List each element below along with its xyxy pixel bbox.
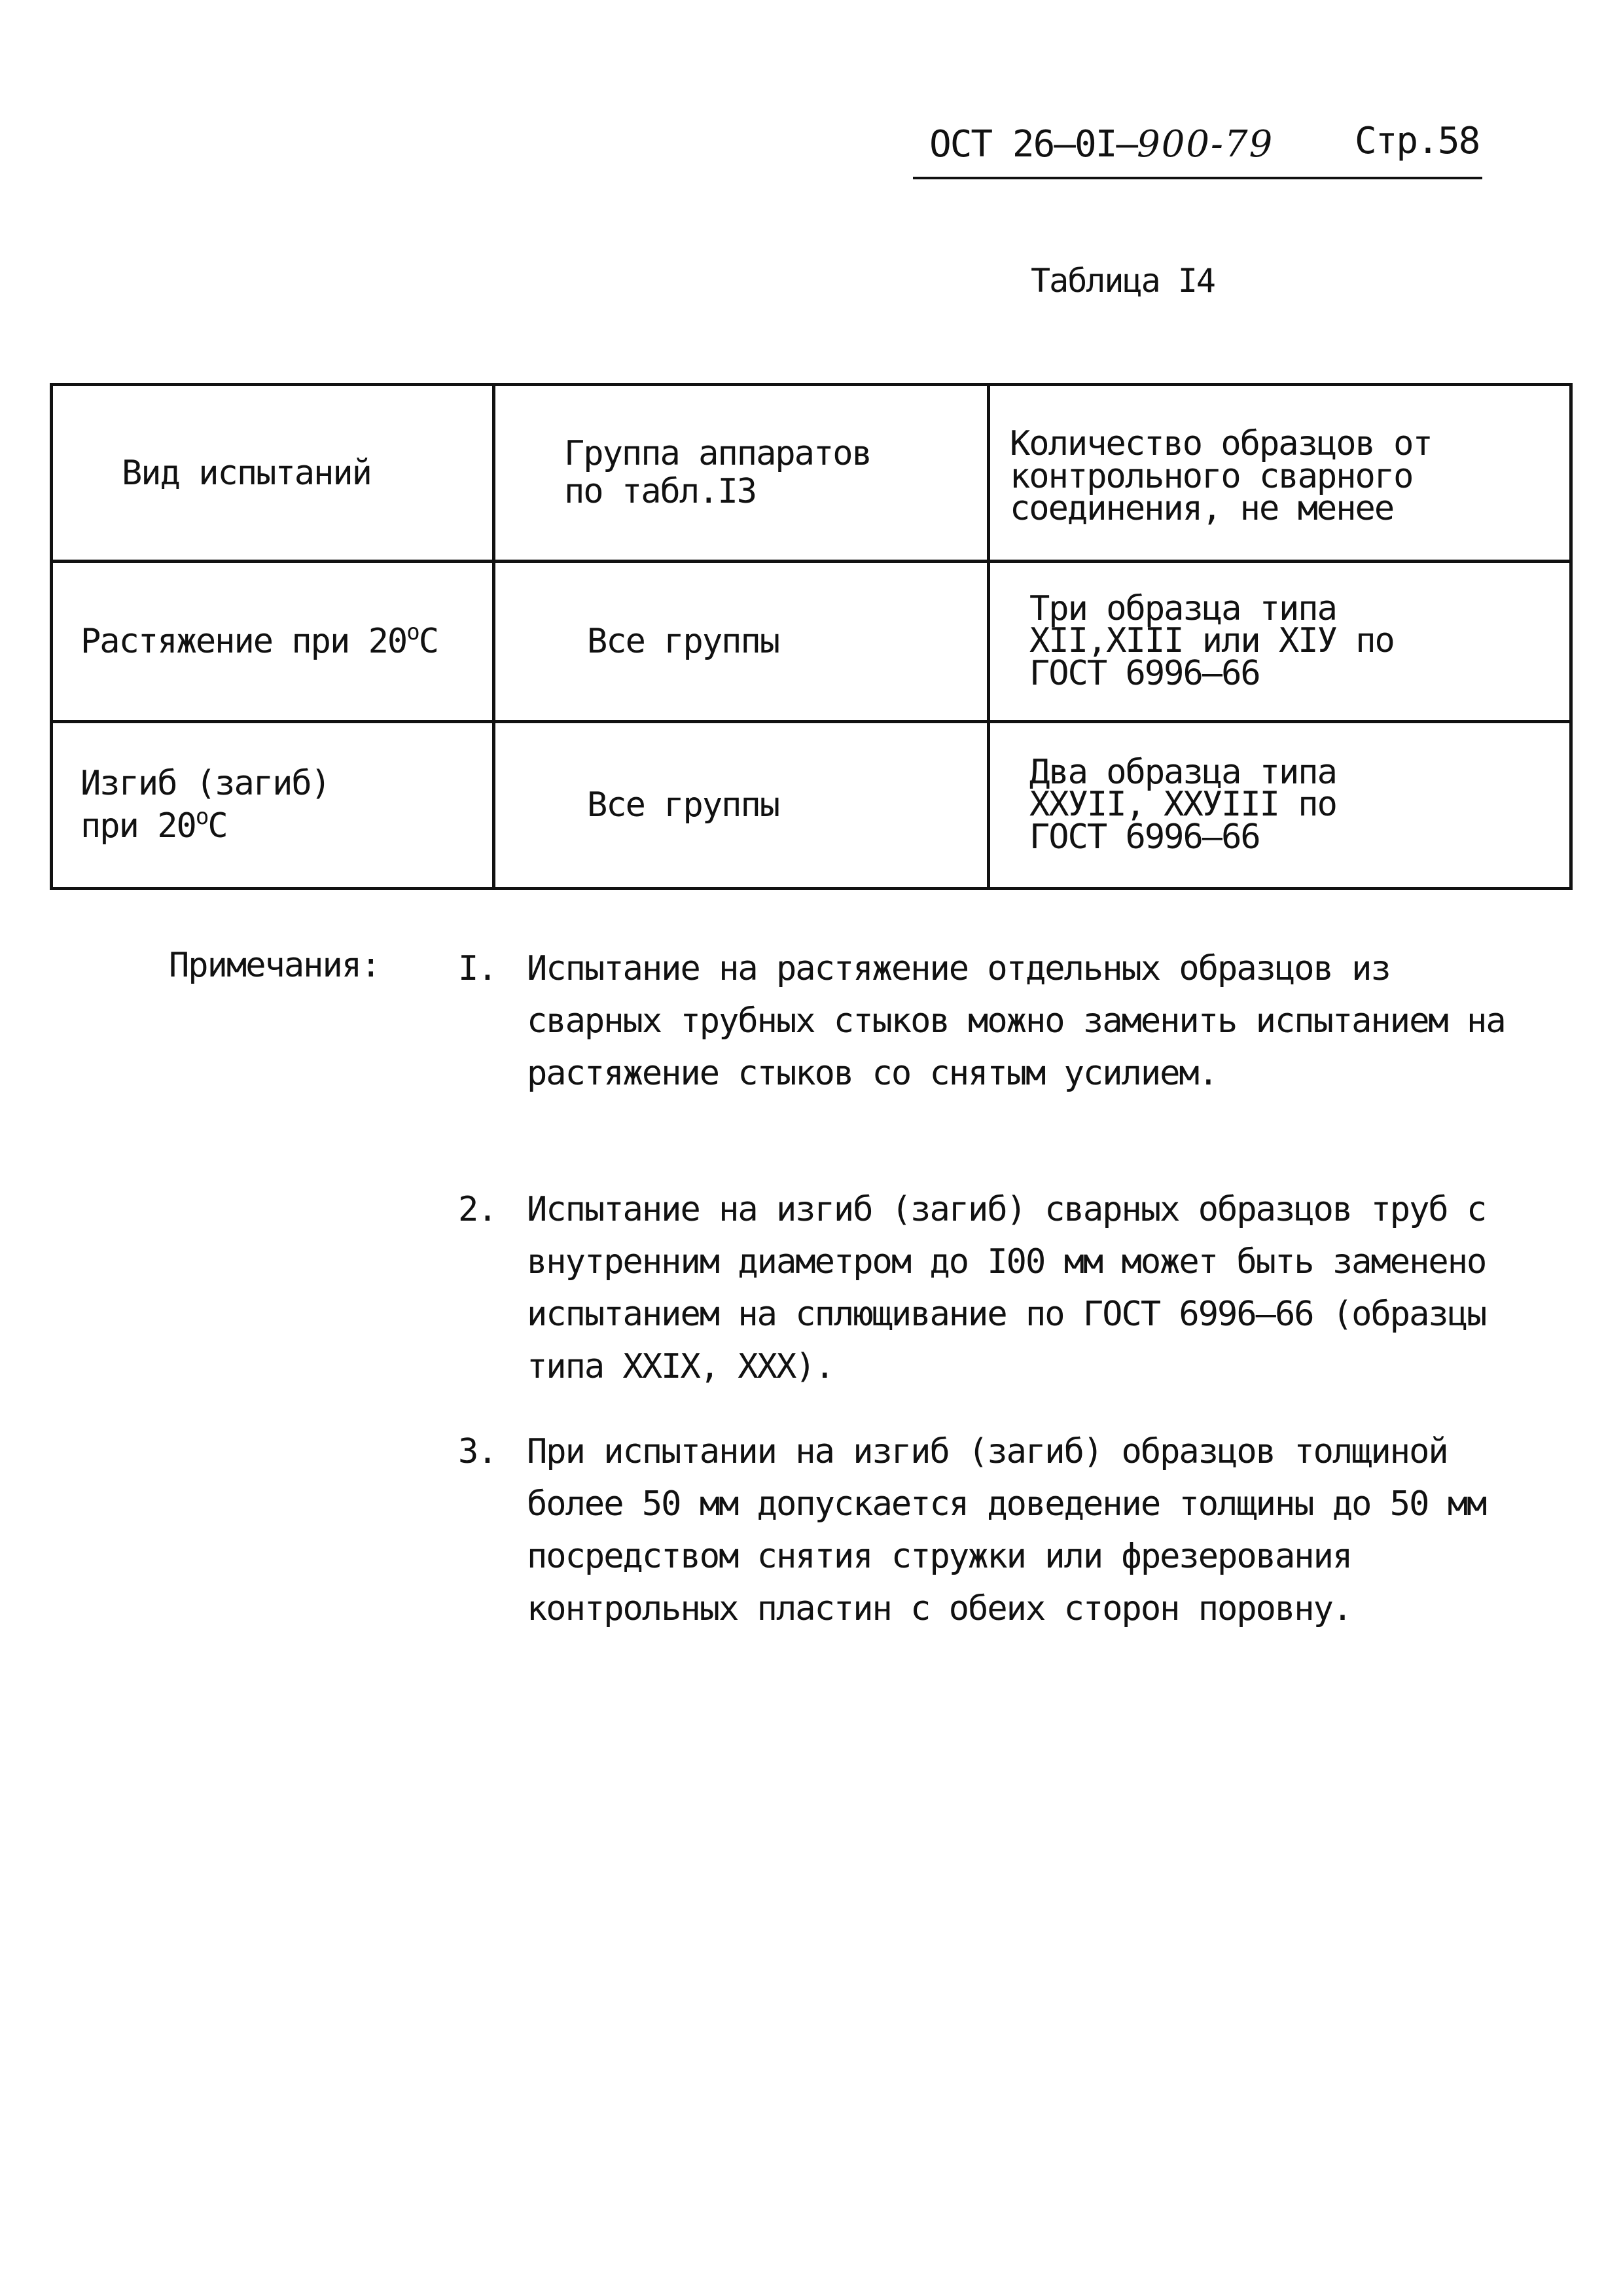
- sample-count-value: Два образца типа XXУII, XXУIII по ГОСТ 6996–66: [1029, 752, 1336, 857]
- note-item: [458, 942, 1518, 1100]
- note-text: При испытании на изгиб (загиб) образцов толщиной более 50 мм допускается доведение толщины до 50 мм посредством снятия стружки или фрезерования контрольных пластин с обеих сторон поровну.: [527, 1432, 1486, 1628]
- apparatus-group-value: Все группы: [587, 785, 779, 825]
- table-caption: Таблица I4: [1031, 262, 1215, 300]
- page-number: Стр.58: [1355, 120, 1480, 162]
- document-code-prefix: ОСТ 26–0I–: [929, 123, 1137, 166]
- header-apparatus-group: Группа аппаратов по табл.I3: [564, 434, 871, 511]
- apparatus-group-value: Все группы: [587, 622, 779, 661]
- test-type-line2: при 20: [80, 806, 196, 846]
- note-text: Испытание на изгиб (загиб) сварных образцов труб с внутренним диаметром до I00 мм может быть заменено испытанием на сплющивание по ГОСТ 6996–66 (образцы типа XXIX, XXX).: [527, 1190, 1486, 1386]
- cell-test-type: [52, 562, 494, 722]
- page-header: [913, 117, 1482, 182]
- tests-table: [50, 383, 1573, 890]
- note-item: [458, 1426, 1518, 1635]
- header-cell-sample-count: [989, 385, 1571, 562]
- note-number: 3.: [458, 1432, 497, 1471]
- test-type-text: Растяжение при 20: [80, 622, 407, 661]
- test-type-bend: [53, 762, 492, 848]
- note-item: [458, 1183, 1518, 1393]
- notes-label: Примечания:: [169, 946, 380, 985]
- header-test-type: Вид испытаний: [122, 453, 371, 493]
- document-code-handwritten: 900-79: [1137, 123, 1274, 166]
- header-rule: [913, 177, 1482, 179]
- cell-apparatus-group: [494, 562, 989, 722]
- cell-apparatus-group: [494, 722, 989, 889]
- degree-sign: o: [406, 619, 419, 645]
- note-number: 2.: [458, 1190, 497, 1229]
- temperature-unit: С: [418, 622, 438, 661]
- cell-sample-count: [989, 562, 1571, 722]
- temperature-unit: С: [207, 806, 227, 846]
- table-header-row: [52, 385, 1571, 562]
- cell-test-type: [52, 722, 494, 889]
- test-type-line1: Изгиб (загиб): [80, 764, 330, 803]
- header-cell-test-type: [52, 385, 494, 562]
- table-row: [52, 562, 1571, 722]
- header-cell-apparatus-group: [494, 385, 989, 562]
- header-sample-count: Количество образцов от контрольного сварного соединения, не менее: [1010, 424, 1432, 529]
- degree-sign: o: [195, 804, 208, 830]
- table-row: [52, 722, 1571, 889]
- sample-count-value: Три образца типа XII,XIII или XIУ по ГОСТ 6996–66: [1029, 588, 1394, 693]
- cell-sample-count: [989, 722, 1571, 889]
- note-number: I.: [458, 949, 497, 988]
- test-type-tension: [53, 619, 492, 661]
- document-code: [929, 123, 1274, 166]
- note-text: Испытание на растяжение отдельных образцов из сварных трубных стыков можно заменить испытанием на растяжение стыков со снятым усилием.: [527, 949, 1505, 1093]
